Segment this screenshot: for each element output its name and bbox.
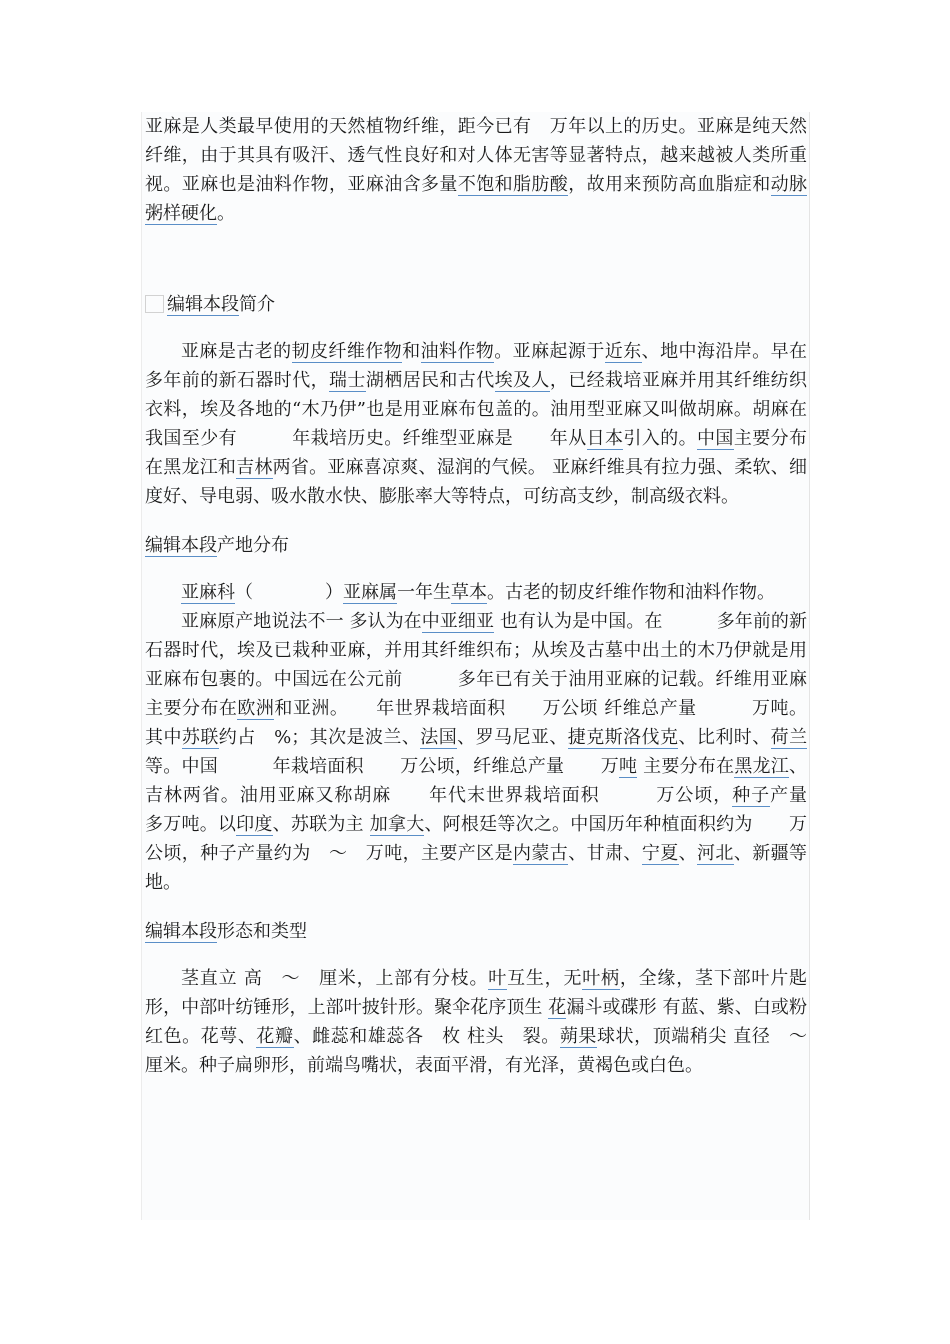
spacer <box>145 228 807 290</box>
link-flower[interactable]: 花 <box>548 997 567 1018</box>
morphology-paragraph <box>145 964 825 1080</box>
distribution-paragraph-1 <box>145 578 807 607</box>
link-seed[interactable]: 种子 <box>732 785 771 806</box>
intro-section-paragraph <box>145 337 862 511</box>
spacer <box>145 897 807 917</box>
link-central-asia[interactable]: 中亚细亚 <box>421 611 495 632</box>
text: 等。中国 年栽培面积 万公顷，纤维总产量 万 <box>145 756 619 777</box>
text: 、苏联为主 <box>272 814 370 835</box>
link-switzerland[interactable]: 瑞士 <box>329 370 366 391</box>
text: 引入的。 <box>623 428 698 449</box>
text: 也有认为是中国。在 多年前的新石器时代，埃及已栽种亚麻，并用其纤维织布；从埃及古墓中出土的木乃伊就是用亚麻布包裹的。中国远在公元前 多年已有关于油用亚麻的记载。纤维用亚麻主要分布在 <box>145 611 807 719</box>
link-unsaturated-fatty-acid[interactable]: 不饱和脂肪酸 <box>457 174 569 195</box>
article-body[interactable] <box>141 112 862 1220</box>
spacer <box>145 946 807 964</box>
text: 。亚麻起源于 <box>494 341 605 362</box>
link-near-east[interactable]: 近东 <box>604 341 642 362</box>
link-ningxia[interactable]: 宁夏 <box>641 843 679 864</box>
text: 亚麻原产地说法不一 多认为在 <box>181 611 422 632</box>
intro-text: 亚麻是人类最早使用的天然植物纤维，距今已有 万年以上的历史。亚麻是纯天然纤维，由于其具有吸汗、透气性良好和对人体无害等显著特点，越来越被人类所重视。亚麻也是油料作物，亚麻油含多量 <box>145 116 807 195</box>
link-herb[interactable]: 草本 <box>451 582 487 603</box>
text: 互生，无 <box>507 968 583 989</box>
link-soviet-union[interactable]: 苏联 <box>181 727 219 748</box>
text: 漏斗或碟形 有蓝、紫、白或粉红色。花萼、 <box>145 997 807 1047</box>
link-heilongjiang[interactable]: 黑龙江 <box>734 756 790 777</box>
link-japan[interactable]: 日本 <box>586 428 624 449</box>
text: 、 <box>678 843 698 864</box>
text: 、新疆等地。 <box>145 843 808 893</box>
link-linaceae[interactable]: 亚麻科 <box>181 582 235 603</box>
link-oil-crop[interactable]: 油料作物 <box>420 341 495 362</box>
distribution-paragraph-2 <box>145 607 844 897</box>
section-heading-distribution <box>145 531 807 560</box>
link-petiole[interactable]: 叶柄 <box>582 968 620 989</box>
text: ，已经栽培亚麻并用其纤维纺织衣料，埃及各地的“木乃伊”也是用亚麻布包盖的。油用型亚麻又叫做胡麻。胡麻在我国至少有 年栽培历史。纤维型亚麻是 年从 <box>145 370 808 449</box>
edit-section-link[interactable]: 编辑本段 <box>145 921 217 942</box>
section-heading-morphology <box>145 917 807 946</box>
link-leaf[interactable]: 叶 <box>488 968 508 989</box>
text: 。古老的韧皮纤维作物和油料作物。 <box>487 582 775 603</box>
text: 球状，顶端稍尖 直径 ～ 厘米。种子扁卵形，前端鸟嘴状，表面平滑，有光泽，黄褐色或白色。 <box>145 1026 825 1076</box>
intro-text: ，故用来预防高血脂症和 <box>568 174 771 195</box>
section-title: 形态和类型 <box>217 921 307 942</box>
intro-paragraph <box>145 112 807 228</box>
section-title: 简介 <box>239 294 275 315</box>
text: 产量 多万吨。以 <box>145 785 844 835</box>
link-czechoslovakia[interactable]: 捷克斯洛伐克 <box>567 727 679 748</box>
link-china[interactable]: 中国 <box>697 428 734 449</box>
text: 、罗马尼亚、 <box>457 727 568 748</box>
section-title: 产地分布 <box>217 535 289 556</box>
text: 约占 %；其次是波兰、 <box>218 727 421 748</box>
edit-section-link[interactable]: 编辑本段 <box>167 294 239 315</box>
link-jilin[interactable]: 吉林 <box>236 457 273 478</box>
text: 、吉林两省。油用亚麻又称胡麻 年代末世界栽培面积 万公顷， <box>145 756 808 806</box>
section-icon <box>145 295 164 313</box>
spacer <box>145 319 807 337</box>
link-netherlands[interactable]: 荷兰 <box>770 727 808 748</box>
link-petal[interactable]: 花瓣 <box>256 1026 294 1047</box>
spacer <box>145 511 807 531</box>
text: 、比利时、 <box>678 727 771 748</box>
text: 两省。亚麻喜凉爽、湿润的气候。 亚麻纤维具有拉力强、柔软、细度好、导电弱、吸水散水快、膨胀率大等特点，可纺高支纱，制高级衣料。 <box>145 457 808 507</box>
link-france[interactable]: 法国 <box>420 727 458 748</box>
link-europe[interactable]: 欧洲 <box>237 698 275 719</box>
link-inner-mongolia[interactable]: 内蒙古 <box>513 843 569 864</box>
section-heading-intro <box>145 290 807 319</box>
text: 一年生 <box>397 582 451 603</box>
text: 主要分布在黑龙江和 <box>145 428 808 478</box>
text: 茎直立 高 ～ 厘米，上部有分枝。 <box>181 968 489 989</box>
text: 亚麻是古老的 <box>181 341 292 362</box>
text: 、甘肃、 <box>568 843 642 864</box>
edit-section-link[interactable]: 编辑本段 <box>145 535 217 556</box>
link-egyptians[interactable]: 埃及人 <box>494 370 550 391</box>
text: （ ） <box>235 582 343 603</box>
link-capsule[interactable]: 蒴果 <box>559 1026 597 1047</box>
text: 和亚洲。 年世界栽培面积 万公顷 纤维总产量 万吨。其中 <box>145 698 808 748</box>
text: 、雌蕊和雄蕊各 枚 柱头 裂。 <box>293 1026 560 1047</box>
link-ton[interactable]: 吨 <box>618 756 638 777</box>
text: 湖栖居民和古代 <box>365 370 495 391</box>
link-linum[interactable]: 亚麻属 <box>343 582 397 603</box>
intro-text: 。 <box>217 203 235 224</box>
link-canada[interactable]: 加拿大 <box>369 814 425 835</box>
link-bast-fiber-crop[interactable]: 韧皮纤维作物 <box>291 341 403 362</box>
spacer <box>145 560 807 578</box>
text: 、地中海沿岸。早在 多年前的新石器时代， <box>145 341 862 391</box>
text: ，全缘，茎下部叶片匙形，中部叶纺锤形，上部叶披针形。聚伞花序顶生 <box>145 968 808 1018</box>
link-india[interactable]: 印度 <box>236 814 273 835</box>
link-hebei[interactable]: 河北 <box>697 843 734 864</box>
text: 、阿根廷等次之。中国历年种植面积约为 万公顷，种子产量约为 ～ 万吨，主要产区是 <box>145 814 808 864</box>
text: 和 <box>402 341 421 362</box>
text: 主要分布在 <box>637 756 735 777</box>
link-atherosclerosis[interactable]: 动脉粥样硬化 <box>145 174 808 224</box>
